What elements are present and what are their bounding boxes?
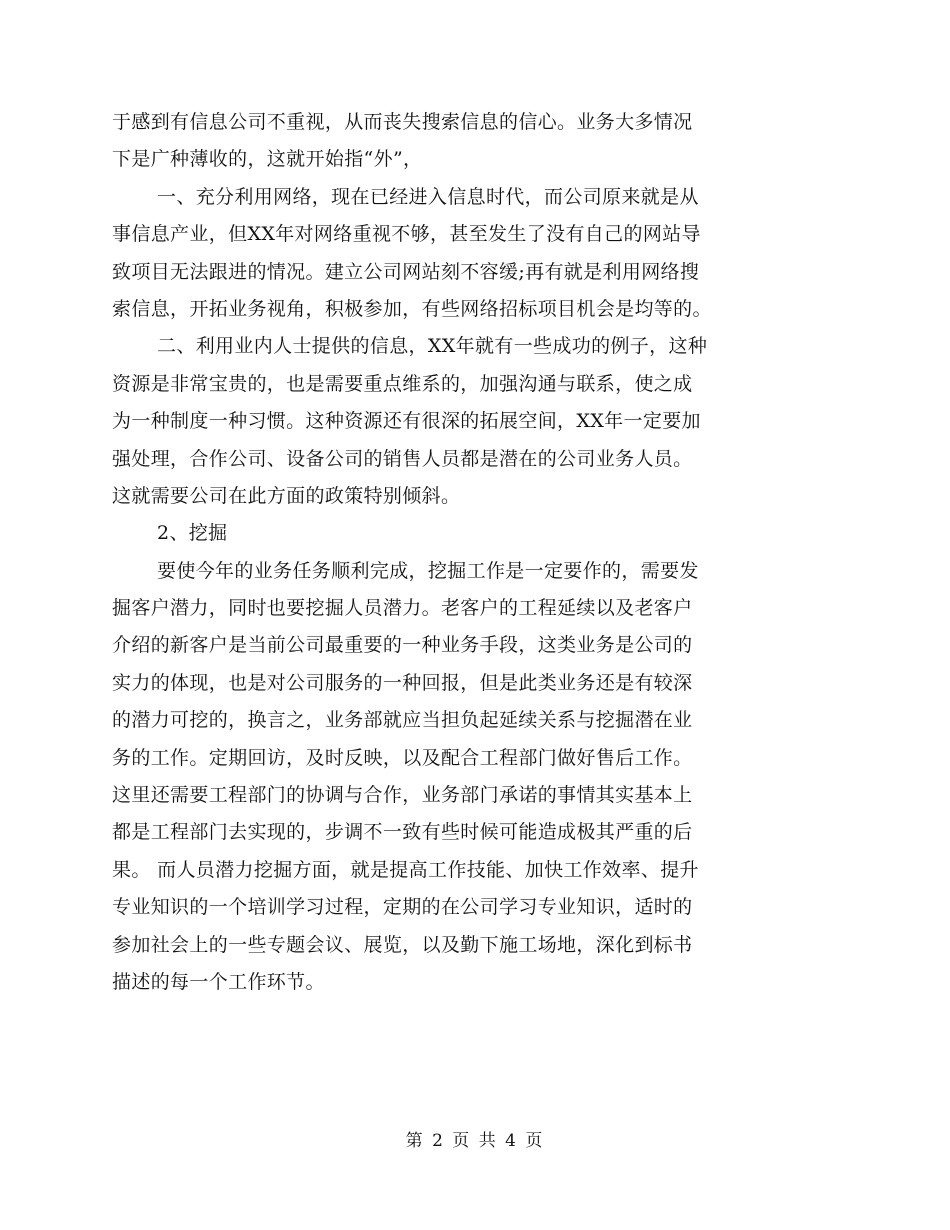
document-line: 务的工作。定期回访，及时反映，以及配合工程部门做好售后工作。	[112, 746, 693, 769]
document-line: 于感到有信息公司不重视，从而丧失搜索信息的信心。业务大多情况	[112, 111, 693, 133]
document-line: 都是工程部门去实现的，步调不一致有些时候可能造成极其严重的后	[112, 821, 693, 844]
document-line: 二、利用业内人士提供的信息，XX年就有一些成功的例子，这种	[157, 335, 708, 358]
document-line: 专业知识的一个培训学习过程，定期的在公司学习专业知识，适时的	[112, 896, 693, 919]
document-body	[112, 104, 812, 1001]
document-line: 实力的体现，也是对公司服务的一种回报，但是此类业务还是有较深	[112, 671, 693, 694]
document-line: 索信息，开拓业务视角，积极参加，有些网络招标项目机会是均等的。	[112, 297, 712, 320]
document-line: 一、充分利用网络，现在已经进入信息时代，而公司原来就是从	[157, 185, 699, 208]
document-line: 果。 而人员潜力挖掘方面，就是提高工作技能、加快工作效率、提升	[112, 858, 699, 881]
document-line: 这里还需要工程部门的协调与合作，业务部门承诺的事情其实基本上	[112, 784, 693, 807]
document-line: 掘客户潜力，同时也要挖掘人员潜力。老客户的工程延续以及老客户	[112, 597, 693, 620]
document-line: 要使今年的业务任务顺利完成，挖掘工作是一定要作的，需要发	[157, 559, 699, 582]
document-line: 致项目无法跟进的情况。建立公司网站刻不容缓;再有就是利用网络搜	[112, 260, 700, 283]
document-line: 下是广种薄收的，这就开始指“外”，	[112, 148, 423, 171]
document-line: 这就需要公司在此方面的政策特别倾斜。	[112, 484, 461, 507]
document-line: 强处理，合作公司、设备公司的销售人员都是潜在的公司业务人员。	[112, 447, 693, 470]
document-line: 的潜力可挖的，换言之，业务部就应当担负起延续关系与挖掘潜在业	[112, 709, 693, 732]
document-line: 2、挖掘	[157, 522, 228, 545]
document-line: 介绍的新客户是当前公司最重要的一种业务手段，这类业务是公司的	[112, 634, 693, 657]
document-line: 参加社会上的一些专题会议、展览，以及勤下施工场地，深化到标书	[112, 933, 693, 956]
page-number-footer: 第 2 页 共 4 页	[405, 1131, 545, 1151]
document-line: 为一种制度一种习惯。这种资源还有很深的拓展空间，XX年一定要加	[112, 410, 701, 433]
document-line: 描述的每一个工作环节。	[112, 970, 325, 993]
document-line: 资源是非常宝贵的，也是需要重点维系的，加强沟通与联系，使之成	[112, 372, 693, 395]
document-line: 事信息产业，但XX年对网络重视不够，甚至发生了没有自己的网站导	[112, 223, 701, 246]
